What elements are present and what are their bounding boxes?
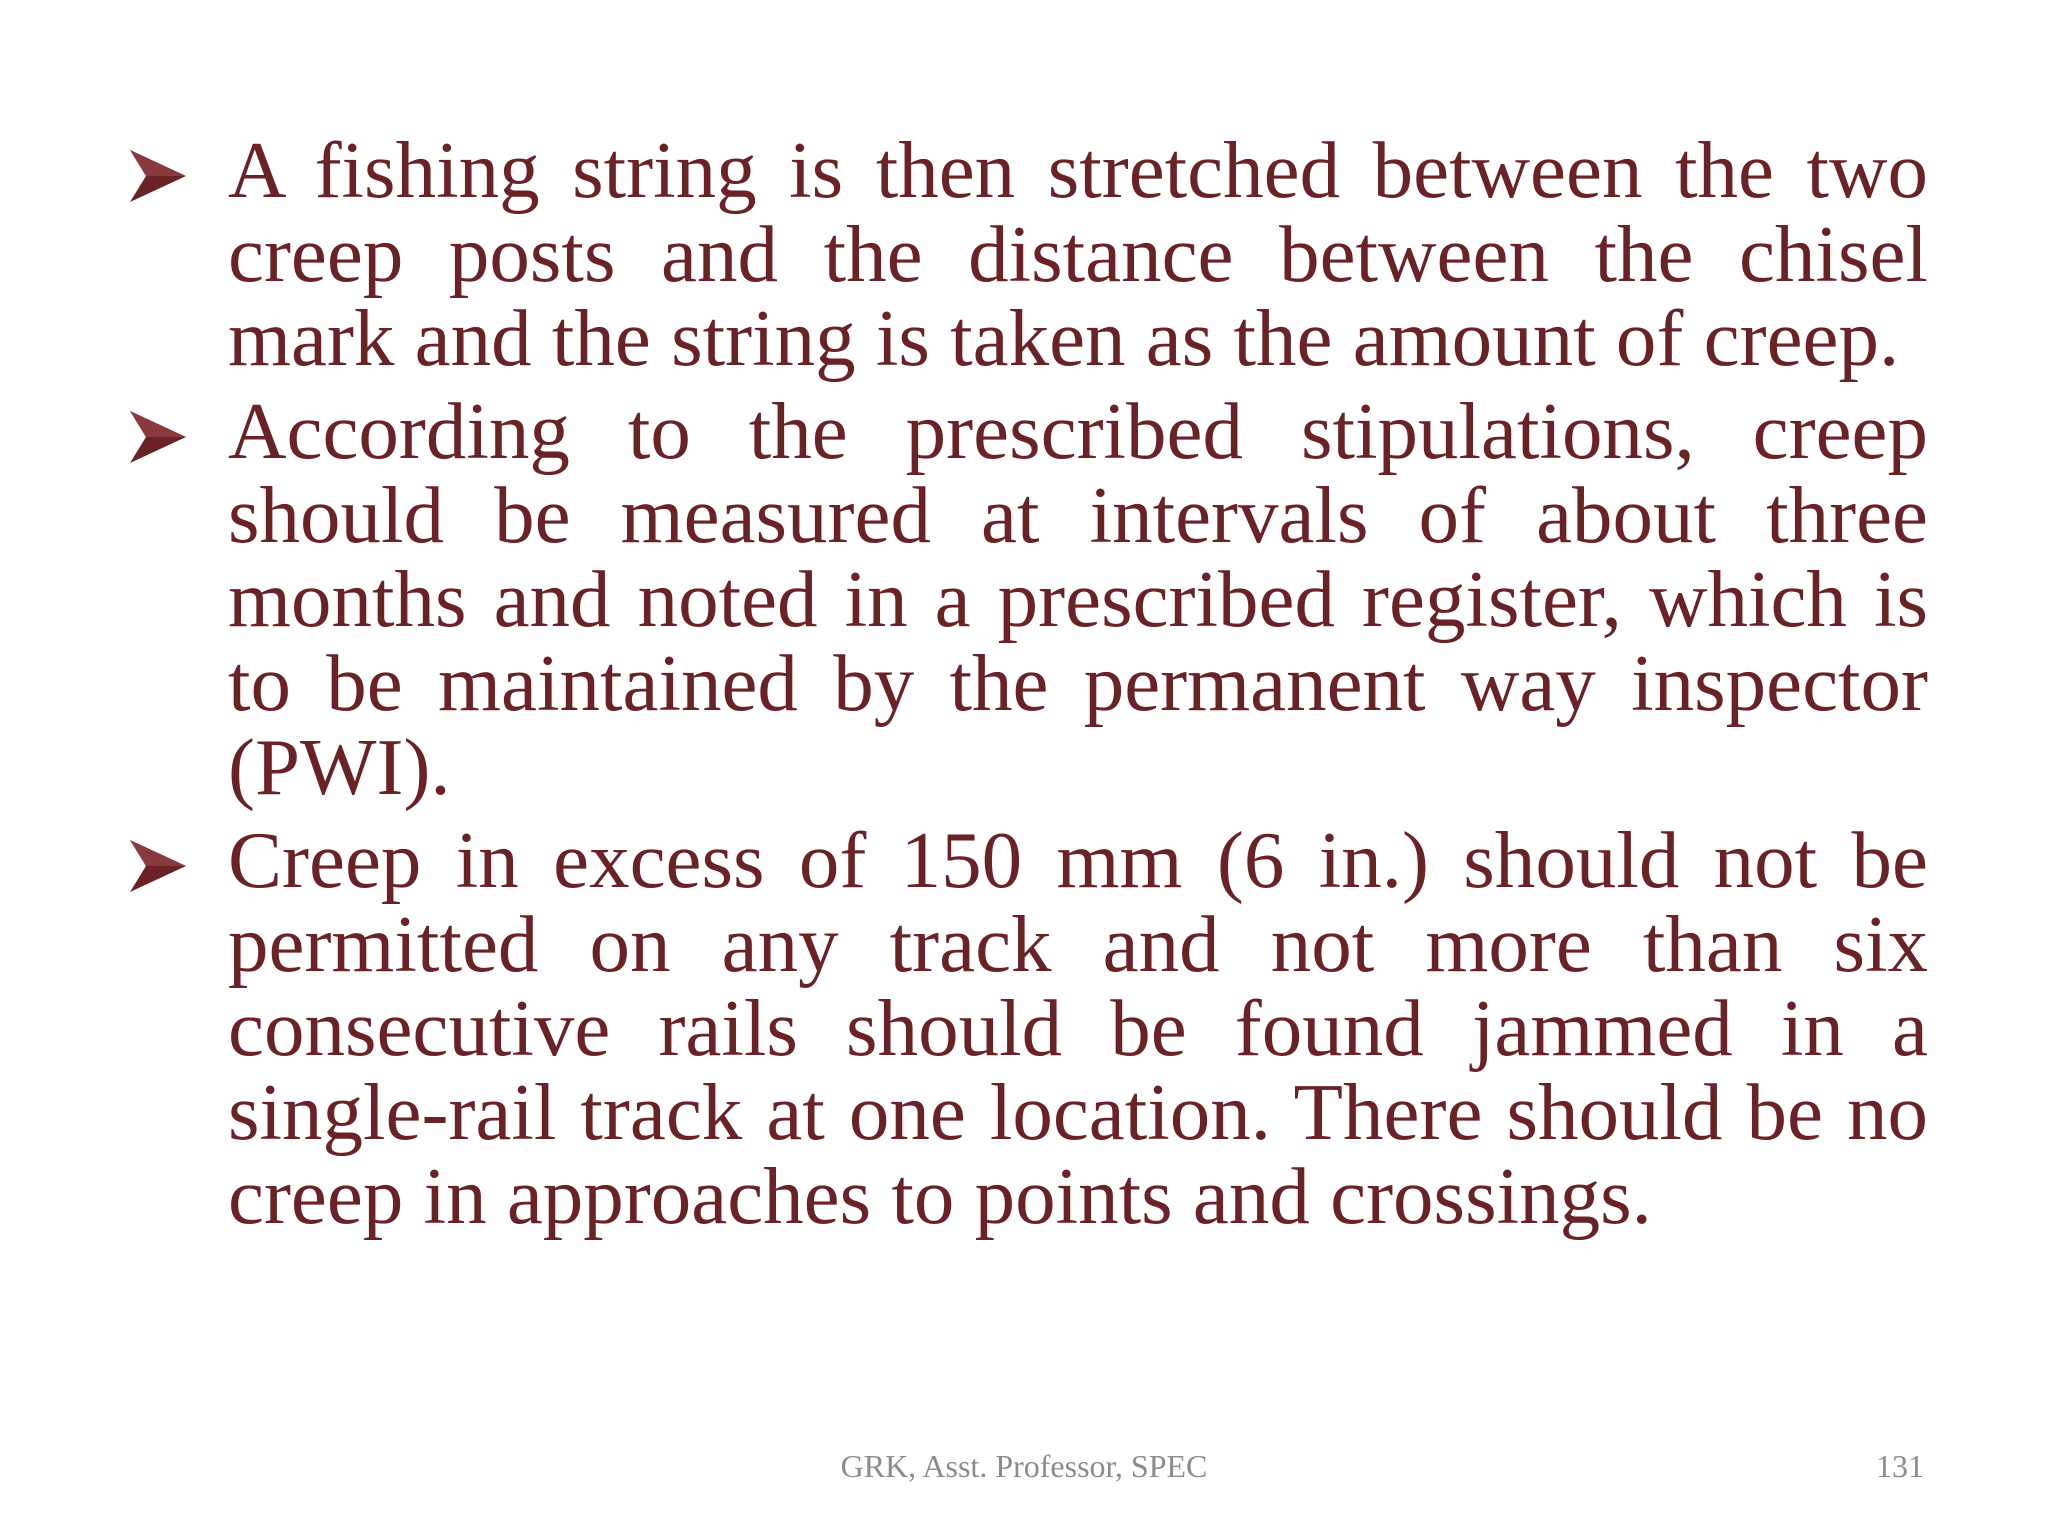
bullet-item bbox=[128, 125, 1928, 383]
arrow-bullet-icon bbox=[128, 146, 188, 206]
arrow-bullet-icon bbox=[128, 407, 188, 467]
bullet-item bbox=[128, 386, 1928, 812]
page-number: 131 bbox=[1876, 1448, 1924, 1484]
arrow-bullet-icon bbox=[128, 836, 188, 896]
bullet-item bbox=[128, 815, 1928, 1241]
bullet-text: Creep in excess of 150 mm (6 in.) should not be permitted on any track and not more than six consecutive rails should be found jammed in a single-rail track at one location. There should be no creep in approaches to points and crossings. bbox=[228, 815, 1928, 1241]
footer-author: GRK, Asst. Professor, SPEC bbox=[840, 1448, 1208, 1484]
bullet-list bbox=[128, 125, 1928, 1247]
bullet-text: According to the prescribed stipulations, creep should be measured at intervals of about three months and noted in a prescribed register, which is to be maintained by the permanent way inspector (PWI). bbox=[228, 386, 1928, 812]
bullet-text: A fishing string is then stretched between the two creep posts and the distance between the chisel mark and the string is taken as the amount of creep. bbox=[228, 125, 1928, 383]
